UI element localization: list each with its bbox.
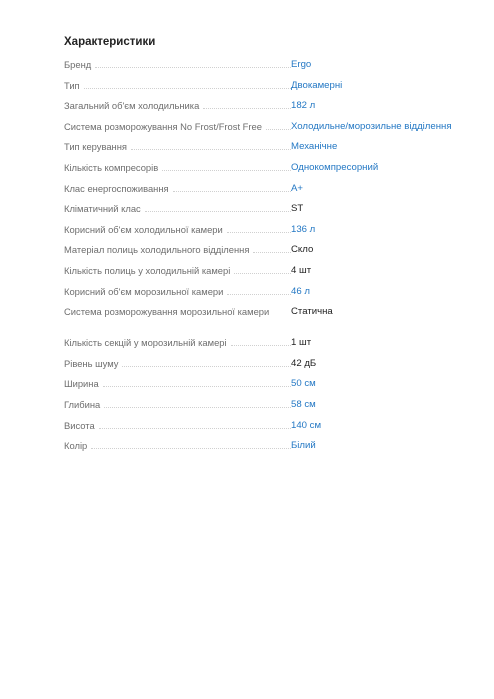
spec-row-depth: [64, 395, 464, 416]
dotted-leader: [131, 148, 291, 150]
spec-label: Бренд: [64, 59, 92, 70]
spec-row-width: [64, 374, 464, 395]
spec-row-climate-class: [64, 199, 464, 220]
dotted-leader: [99, 427, 291, 429]
spec-row-total-volume: [64, 96, 464, 117]
spec-value-link[interactable]: Ergo: [291, 59, 312, 70]
spec-row-compressors: [64, 158, 464, 179]
spec-label: Кількість компресорів: [64, 161, 159, 173]
spec-row-shelf-material: [64, 240, 464, 261]
spec-value: 4 шт: [291, 264, 312, 276]
spec-value-link[interactable]: 136 л: [291, 223, 316, 235]
spec-value-link[interactable]: 46 л: [291, 285, 310, 297]
spec-label: Висота: [64, 419, 95, 431]
dotted-leader: [234, 272, 291, 274]
spec-label: Тип керування: [64, 141, 127, 153]
dotted-leader: [91, 447, 291, 449]
section-title: Характеристики: [64, 36, 156, 48]
spec-value-link[interactable]: Механічне: [291, 141, 338, 153]
spec-value: 1 шт: [291, 337, 312, 349]
spec-row-defrost-system: [64, 117, 464, 138]
spec-label: Корисний об'єм холодильної камери: [64, 223, 223, 235]
spec-value: Скло: [291, 244, 314, 256]
spec-row-energy-class: [64, 179, 464, 200]
spec-label: Матеріал полиць холодильного відділення: [64, 244, 250, 256]
spec-row-freezer-defrost: [64, 302, 464, 333]
specs-list: [64, 55, 464, 457]
spec-value-link[interactable]: Холодильне/морозильне відділення: [291, 120, 452, 132]
spec-label: Кліматичний клас: [64, 203, 141, 215]
dotted-leader: [266, 128, 291, 130]
spec-row-type: [64, 76, 464, 97]
spec-row-height: [64, 416, 464, 437]
spec-value-link[interactable]: 58 см: [291, 398, 316, 410]
spec-label: Кількість секцій у морозильній камері: [64, 337, 227, 349]
dotted-leader: [203, 107, 291, 109]
spec-value: 42 дБ: [291, 357, 317, 369]
spec-label: Клас енергоспоживання: [64, 182, 169, 194]
spec-value-link[interactable]: Білий: [291, 440, 316, 452]
dotted-leader: [253, 251, 291, 253]
spec-value-link[interactable]: 50 см: [291, 378, 316, 390]
spec-label: Рівень шуму: [64, 357, 119, 369]
spec-label: Ширина: [64, 378, 99, 390]
dotted-leader: [227, 231, 291, 233]
dotted-leader: [162, 169, 291, 171]
dotted-leader: [227, 293, 291, 295]
spec-value-link[interactable]: 140 см: [291, 419, 322, 431]
spec-value-link[interactable]: Однокомпресорний: [291, 161, 379, 173]
dotted-leader: [84, 87, 291, 89]
dotted-leader: [103, 385, 291, 387]
spec-value-link[interactable]: 182 л: [291, 100, 316, 112]
spec-value-link[interactable]: A+: [291, 182, 304, 194]
dotted-leader: [104, 406, 291, 408]
spec-row-noise-level: [64, 354, 464, 375]
spec-label: Система розморожування морозильної камери: [64, 306, 270, 318]
spec-label: Тип: [64, 79, 80, 91]
spec-row-shelf-count: [64, 261, 464, 282]
dotted-leader: [173, 190, 291, 192]
spec-row-freezer-sections: [64, 333, 464, 354]
spec-row-fridge-volume: [64, 220, 464, 241]
spec-row-control-type: [64, 137, 464, 158]
dotted-leader: [122, 365, 291, 367]
spec-row-color: [64, 436, 464, 457]
spec-label: Глибина: [64, 398, 101, 410]
spec-label: Загальний об'єм холодильника: [64, 100, 200, 112]
spec-value: Статична: [291, 306, 333, 318]
spec-row-freezer-volume: [64, 282, 464, 303]
spec-label: Кількість полиць у холодильній камері: [64, 264, 231, 276]
spec-value-link[interactable]: Двокамерні: [291, 79, 343, 91]
spec-label: Система розморожування No Frost/Frost Free: [64, 120, 262, 132]
spec-value: ST: [291, 203, 304, 215]
dotted-leader: [95, 66, 291, 68]
dotted-leader: [231, 344, 291, 346]
dotted-leader: [145, 210, 291, 212]
spec-label: Колір: [64, 440, 88, 452]
spec-row-brand: [64, 55, 464, 76]
spec-label: Корисний об'єм морозильної камери: [64, 285, 224, 297]
